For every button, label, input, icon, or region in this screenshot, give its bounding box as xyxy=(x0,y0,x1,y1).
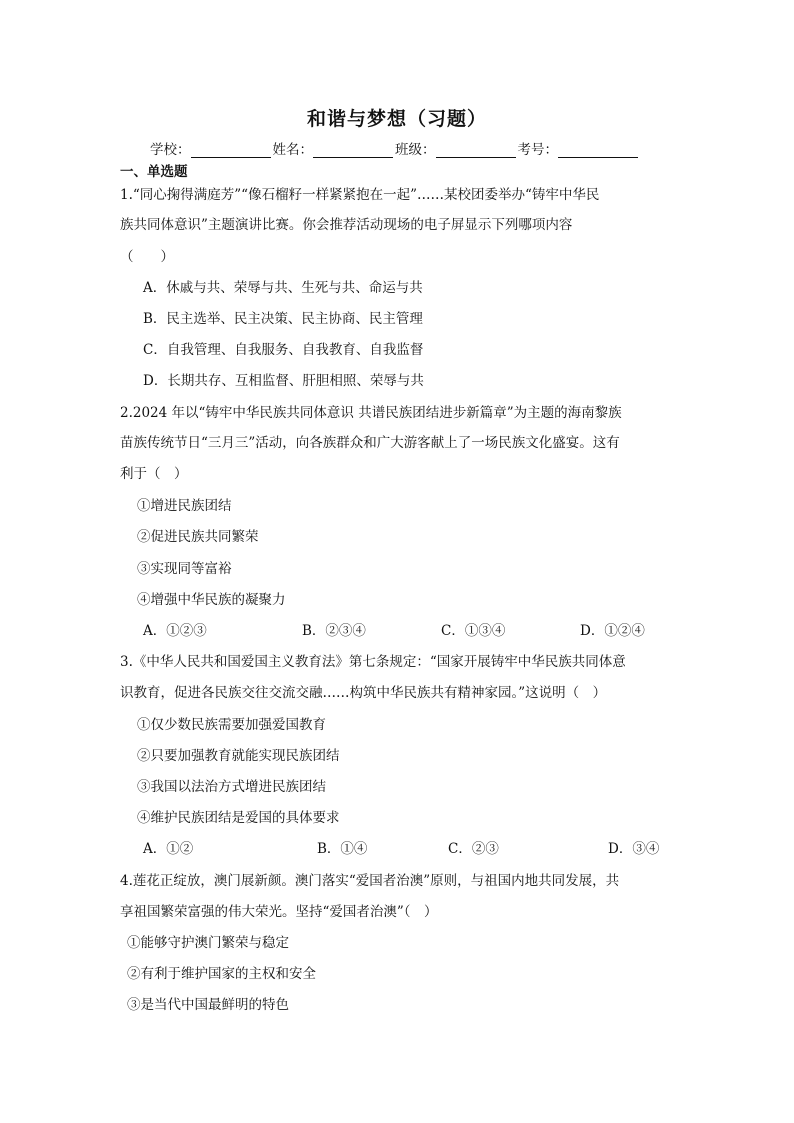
question-4-line-2: 享祖国繁荣富强的伟大荣光。坚持“爱国者治澳”（ ） xyxy=(120,904,438,920)
name-blank xyxy=(313,143,393,158)
question-1-option-c: C．自我管理、自我服务、自我教育、自我监督 xyxy=(143,342,424,358)
question-1-option-d: D．长期共存、互相监督、肝胆相照、荣辱与共 xyxy=(143,373,424,389)
question-4-statement-3: ③是当代中国最鲜明的特色 xyxy=(127,997,289,1013)
question-1-option-b: B．民主选举、民主决策、民主协商、民主管理 xyxy=(143,311,423,327)
student-info-row xyxy=(150,138,640,158)
class-blank xyxy=(436,143,516,158)
question-3-statement-3: ③我国以法治方式增进民族团结 xyxy=(137,779,326,795)
question-2-option-b: B．②③④ xyxy=(302,623,366,639)
exam-number-label: 考号： xyxy=(517,142,558,158)
exam-number-blank xyxy=(558,143,638,158)
question-3-statement-4: ④维护民族团结是爱国的具体要求 xyxy=(137,810,340,826)
question-1-line-1: 1.“同心掬得满庭芳”“像石榴籽一样紧紧抱在一起”……某校团委举办“铸牢中华民 xyxy=(120,187,600,203)
question-3-option-d: D．③④ xyxy=(608,841,660,857)
question-2-statement-2: ②促进民族共同繁荣 xyxy=(137,529,259,545)
name-label: 姓名： xyxy=(272,142,313,158)
question-4-statement-2: ②有利于维护国家的主权和安全 xyxy=(127,966,316,982)
section-heading: 一、单选题 xyxy=(120,164,188,180)
question-4-line-1: 4.莲花正绽放，澳门展新颜。澳门落实“爱国者治澳”原则，与祖国内地共同发展，共 xyxy=(120,873,620,889)
question-2-option-d: D．①②④ xyxy=(580,623,645,639)
question-3-option-b: B．①④ xyxy=(317,841,368,857)
question-1-option-a: A．休戚与共、荣辱与共、生死与共、命运与共 xyxy=(143,280,423,296)
question-4-statement-1: ①能够守护澳门繁荣与稳定 xyxy=(127,935,289,951)
question-1-line-3: （ ） xyxy=(120,249,174,265)
class-label: 班级： xyxy=(395,142,436,158)
question-2-statement-1: ①增进民族团结 xyxy=(137,498,232,514)
question-3-line-2: 识教育，促进各民族交往交流交融……构筑中华民族共有精神家园。”这说明（ ） xyxy=(120,685,607,701)
question-3-option-c: C．②③ xyxy=(448,841,499,857)
school-blank xyxy=(191,143,271,158)
page-title: 和谐与梦想（习题） xyxy=(306,108,487,130)
question-2-line-3: 利于（ ） xyxy=(120,466,188,482)
question-3-statement-2: ②只要加强教育就能实现民族团结 xyxy=(137,748,340,764)
question-2-statement-3: ③实现同等富裕 xyxy=(137,561,232,577)
question-2-statement-4: ④增强中华民族的凝聚力 xyxy=(137,592,286,608)
question-1-line-2: 族共同体意识”主题演讲比赛。你会推荐活动现场的电子屏显示下列哪项内容 xyxy=(120,217,573,233)
question-3-statement-1: ①仅少数民族需要加强爱国教育 xyxy=(137,717,326,733)
question-3-option-a: A．①② xyxy=(143,841,194,857)
question-2-line-1: 2.2024 年以“铸牢中华民族共同体意识 共谱民族团结进步新篇章”为主题的海南黎族 xyxy=(120,405,622,421)
question-2-line-2: 苗族传统节日“三月三”活动，向各族群众和广大游客献上了一场民族文化盛宴。这有 xyxy=(120,435,620,451)
question-2-option-c: C．①③④ xyxy=(441,623,506,639)
question-2-option-a: A．①②③ xyxy=(143,623,207,639)
school-label: 学校： xyxy=(150,142,191,158)
question-3-line-1: 3.《中华人民共和国爱国主义教育法》第七条规定：“国家开展铸牢中华民族共同体意 xyxy=(120,654,626,670)
